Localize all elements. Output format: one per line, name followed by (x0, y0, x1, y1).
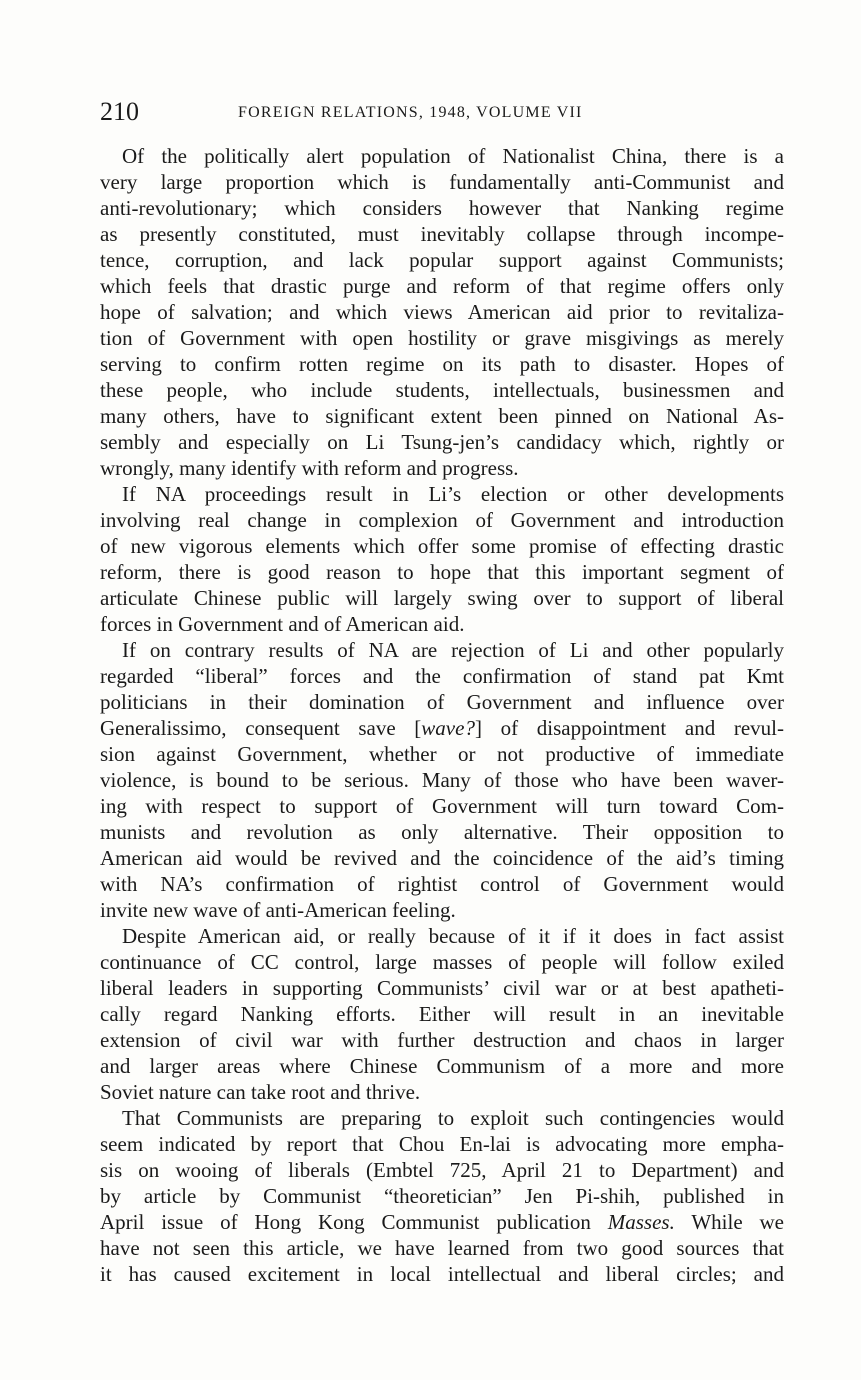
text-line: Of the politically alert population of Nationalist China, there is a (122, 144, 784, 168)
text-line: wrongly, many identify with reform and progress. (100, 456, 519, 480)
text-line: hope of salvation; and which views American aid prior to revitaliza- (100, 300, 784, 324)
text-line: have not seen this article, we have learned from two good sources that (100, 1236, 784, 1260)
text-line: serving to confirm rotten regime on its path to disaster. Hopes of (100, 352, 784, 376)
text-line: invite new wave of anti-American feeling. (100, 898, 456, 922)
text-line: which feels that drastic purge and reform of that regime offers only (100, 274, 784, 298)
paragraph-2 (100, 481, 784, 637)
text-line: of new vigorous elements which offer some promise of effecting drastic (100, 534, 784, 558)
text-line: by article by Communist “theoretician” Jen Pi-shih, published in (100, 1184, 784, 1208)
text-line: liberal leaders in supporting Communists’ civil war or at best apatheti- (100, 976, 784, 1000)
text-line (100, 1209, 784, 1235)
text-line: ing with respect to support of Government will turn toward Com- (100, 794, 784, 818)
text-line: and larger areas where Chinese Communism of a more and more (100, 1054, 784, 1078)
text-line: many others, have to significant extent been pinned on National As- (100, 404, 784, 428)
text-line: munists and revolution as only alternative. Their opposition to (100, 820, 784, 844)
text-line: it has caused excitement in local intellectual and liberal circles; and (100, 1262, 784, 1286)
text-line: anti-revolutionary; which considers however that Nanking regime (100, 196, 784, 220)
text-line: Despite American aid, or really because of it if it does in fact assist (122, 924, 784, 948)
page-header (100, 95, 790, 129)
text-line: That Communists are preparing to exploit such contingencies would (122, 1106, 784, 1130)
text-segment: April issue of Hong Kong Communist publication (100, 1210, 608, 1234)
text-line: sis on wooing of liberals (Embtel 725, April 21 to Department) and (100, 1158, 784, 1182)
publication-title: Masses. (607, 1210, 675, 1234)
text-line: very large proportion which is fundamentally anti-Communist and (100, 170, 784, 194)
text-line: articulate Chinese public will largely swing over to support of liberal (100, 586, 784, 610)
text-line: tence, corruption, and lack popular support against Communists; (100, 248, 784, 272)
paragraph-4 (100, 923, 784, 1105)
text-line: If NA proceedings result in Li’s election or other developments (122, 482, 784, 506)
text-line: Soviet nature can take root and thrive. (100, 1080, 421, 1104)
text-line: sion against Government, whether or not productive of immediate (100, 742, 784, 766)
text-line: American aid would be revived and the coincidence of the aid’s timing (100, 846, 784, 870)
page-number: 210 (100, 97, 139, 126)
body-text (100, 143, 784, 1287)
text-line: If on contrary results of NA are rejection of Li and other popularly (122, 638, 784, 662)
text-line: politicians in their domination of Government and influence over (100, 690, 784, 714)
text-line: extension of civil war with further destruction and chaos in larger (100, 1028, 784, 1052)
editorial-emendation: wave? (421, 716, 475, 740)
text-line (100, 715, 784, 741)
text-line: tion of Government with open hostility or grave misgivings as merely (100, 326, 784, 350)
paragraph-1 (100, 143, 784, 481)
text-line: continuance of CC control, large masses of people will follow exiled (100, 950, 784, 974)
paragraph-5 (100, 1105, 784, 1287)
text-line: as presently constituted, must inevitably collapse through incompe- (100, 222, 784, 246)
text-line: involving real change in complexion of Government and introduction (100, 508, 784, 532)
text-line: these people, who include students, intellectuals, businessmen and (100, 378, 784, 402)
paragraph-3 (100, 637, 784, 923)
text-line: sembly and especially on Li Tsung-jen’s candidacy which, rightly or (100, 430, 784, 454)
text-segment: ] of disappointment and revul- (474, 716, 784, 740)
text-line: regarded “liberal” forces and the confirmation of stand pat Kmt (100, 664, 784, 688)
text-segment: While we (674, 1210, 785, 1234)
text-line: reform, there is good reason to hope that this important segment of (100, 560, 784, 584)
running-head: FOREIGN RELATIONS, 1948, VOLUME VII (238, 104, 583, 121)
text-line: violence, is bound to be serious. Many of those who have been waver- (100, 768, 784, 792)
text-line: forces in Government and of American aid. (100, 612, 465, 636)
text-line: cally regard Nanking efforts. Either will result in an inevitable (100, 1002, 784, 1026)
text-line: with NA’s confirmation of rightist control of Government would (100, 872, 784, 896)
text-segment: Generalissimo, consequent save [ (100, 716, 422, 740)
text-line: seem indicated by report that Chou En-lai is advocating more empha- (100, 1132, 784, 1156)
